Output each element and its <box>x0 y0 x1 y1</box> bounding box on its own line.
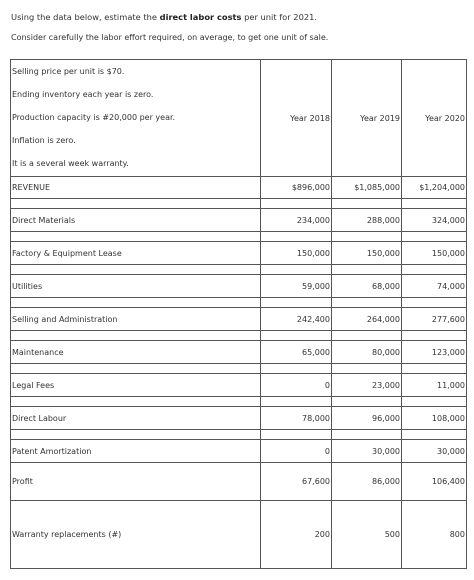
row-value: 59,000 <box>261 275 332 298</box>
cost-table <box>10 59 467 569</box>
table-row <box>11 341 467 364</box>
info-row <box>11 60 467 177</box>
row-value: 108,000 <box>402 407 467 430</box>
instruction-line-2: Consider carefully the labor effort required, on average, to get one unit of sale. <box>11 33 329 42</box>
table-row-profit <box>11 463 467 501</box>
row-label: Direct Labour <box>11 407 261 430</box>
row-value: 96,000 <box>332 407 402 430</box>
spacer-row <box>11 331 467 341</box>
row-value: 30,000 <box>332 440 402 463</box>
row-value: 80,000 <box>332 341 402 364</box>
instruction-line-1 <box>11 12 317 22</box>
info-line: Inflation is zero. <box>12 136 76 145</box>
row-value: 74,000 <box>402 275 467 298</box>
row-value: 150,000 <box>261 242 332 265</box>
info-line: It is a several week warranty. <box>12 159 129 168</box>
instruction-bold-text: direct labor costs <box>159 12 242 22</box>
spacer-row <box>11 232 467 242</box>
row-value: 30,000 <box>402 440 467 463</box>
year-header: Year 2020 <box>402 60 467 177</box>
row-value: 234,000 <box>261 209 332 232</box>
row-value: $896,000 <box>261 177 332 199</box>
row-value: 242,400 <box>261 308 332 331</box>
row-label: Direct Materials <box>11 209 261 232</box>
row-label: Factory & Equipment Lease <box>11 242 261 265</box>
spacer-row <box>11 364 467 374</box>
row-value: 11,000 <box>402 374 467 397</box>
info-line: Selling price per unit is $70. <box>12 67 125 76</box>
row-label: Patent Amortization <box>11 440 261 463</box>
row-value: 65,000 <box>261 341 332 364</box>
table-row <box>11 275 467 298</box>
row-value: 106,400 <box>402 463 467 501</box>
row-value: 68,000 <box>332 275 402 298</box>
row-value: 150,000 <box>402 242 467 265</box>
row-value: 150,000 <box>332 242 402 265</box>
row-value: 0 <box>261 374 332 397</box>
table-row-revenue <box>11 177 467 199</box>
row-label: Utilities <box>11 275 261 298</box>
table-row <box>11 407 467 430</box>
info-line: Ending inventory each year is zero. <box>12 90 154 99</box>
row-value: 23,000 <box>332 374 402 397</box>
row-value: 500 <box>332 501 402 569</box>
spacer-row <box>11 298 467 308</box>
year-header: Year 2018 <box>261 60 332 177</box>
row-label: Selling and Administration <box>11 308 261 331</box>
spacer-row <box>11 199 467 209</box>
instruction-text-end: per unit for 2021. <box>241 12 318 22</box>
row-value: $1,204,000 <box>402 177 467 199</box>
table-row-warranty <box>11 501 467 569</box>
table-row <box>11 440 467 463</box>
instruction-text: Using the data below, estimate the <box>11 12 160 22</box>
row-value: 0 <box>261 440 332 463</box>
row-value: 324,000 <box>402 209 467 232</box>
row-value: 78,000 <box>261 407 332 430</box>
spacer-row <box>11 265 467 275</box>
row-label: Maintenance <box>11 341 261 364</box>
table-row <box>11 242 467 265</box>
year-header: Year 2019 <box>332 60 402 177</box>
row-value: $1,085,000 <box>332 177 402 199</box>
row-value: 264,000 <box>332 308 402 331</box>
table-row <box>11 209 467 232</box>
row-value: 67,600 <box>261 463 332 501</box>
row-value: 123,000 <box>402 341 467 364</box>
row-label: Warranty replacements (#) <box>11 501 261 569</box>
info-cell <box>11 60 261 177</box>
row-value: 288,000 <box>332 209 402 232</box>
row-label: REVENUE <box>11 177 261 199</box>
spacer-row <box>11 430 467 440</box>
row-value: 277,600 <box>402 308 467 331</box>
table-row <box>11 308 467 331</box>
row-value: 800 <box>402 501 467 569</box>
spacer-row <box>11 397 467 407</box>
profit-label: Profit <box>11 463 261 501</box>
row-value: 200 <box>261 501 332 569</box>
info-line: Production capacity is #20,000 per year. <box>12 113 176 122</box>
table-row <box>11 374 467 397</box>
row-value: 86,000 <box>332 463 402 501</box>
row-label: Legal Fees <box>11 374 261 397</box>
